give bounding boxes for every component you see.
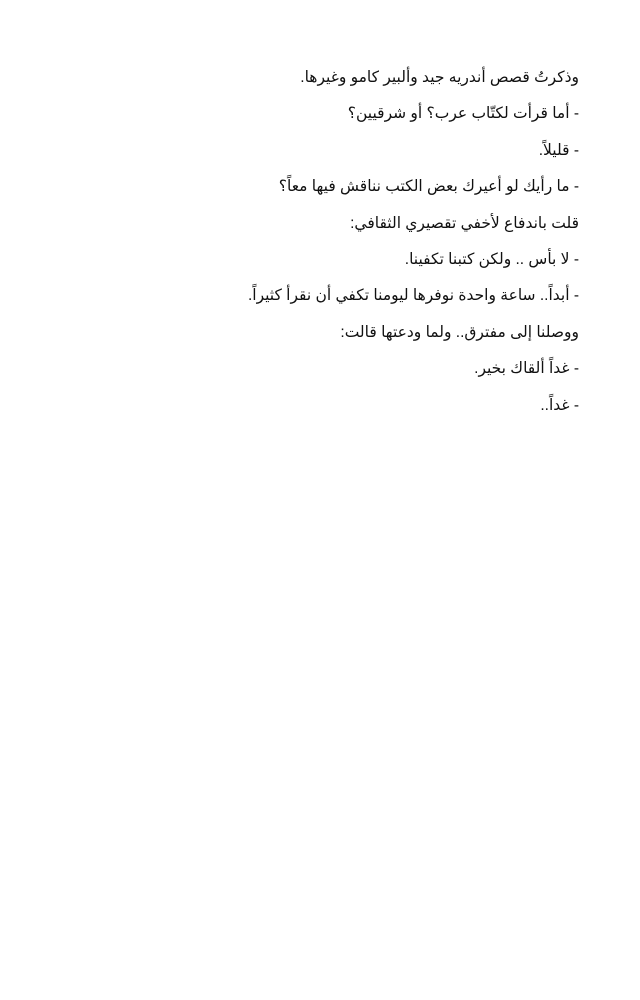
dialogue-line: - ما رأيك لو أعيرك بعض الكتب نناقش فيها معاً؟ [278, 178, 579, 196]
paragraph-line: وذكرتُ قصص أندريه جيد وألبير كامو وغيرها. [300, 69, 579, 86]
body-text [179, 62, 579, 426]
dialogue-line: - أما قرأت لكتّاب عرب؟ أو شرقيين؟ [347, 105, 579, 123]
dialogue-line: - غداً.. [540, 396, 579, 414]
paragraph-line: قلت باندفاع لأخفي تقصيري الثقافي: [350, 214, 579, 232]
dialogue-line: - أبداً.. ساعة واحدة نوفرها ليومنا تكفي أن نقرأ كثيراً. [247, 287, 579, 305]
paragraph-line: ووصلنا إلى مفترق.. ولما ودعتها قالت: [340, 323, 579, 341]
dialogue-line: - غداً ألقاك بخير. [474, 360, 579, 378]
dialogue-line: - لا بأس .. ولكن كتبنا تكفينا. [404, 250, 579, 268]
dialogue-line: - قليلاً. [538, 141, 579, 159]
